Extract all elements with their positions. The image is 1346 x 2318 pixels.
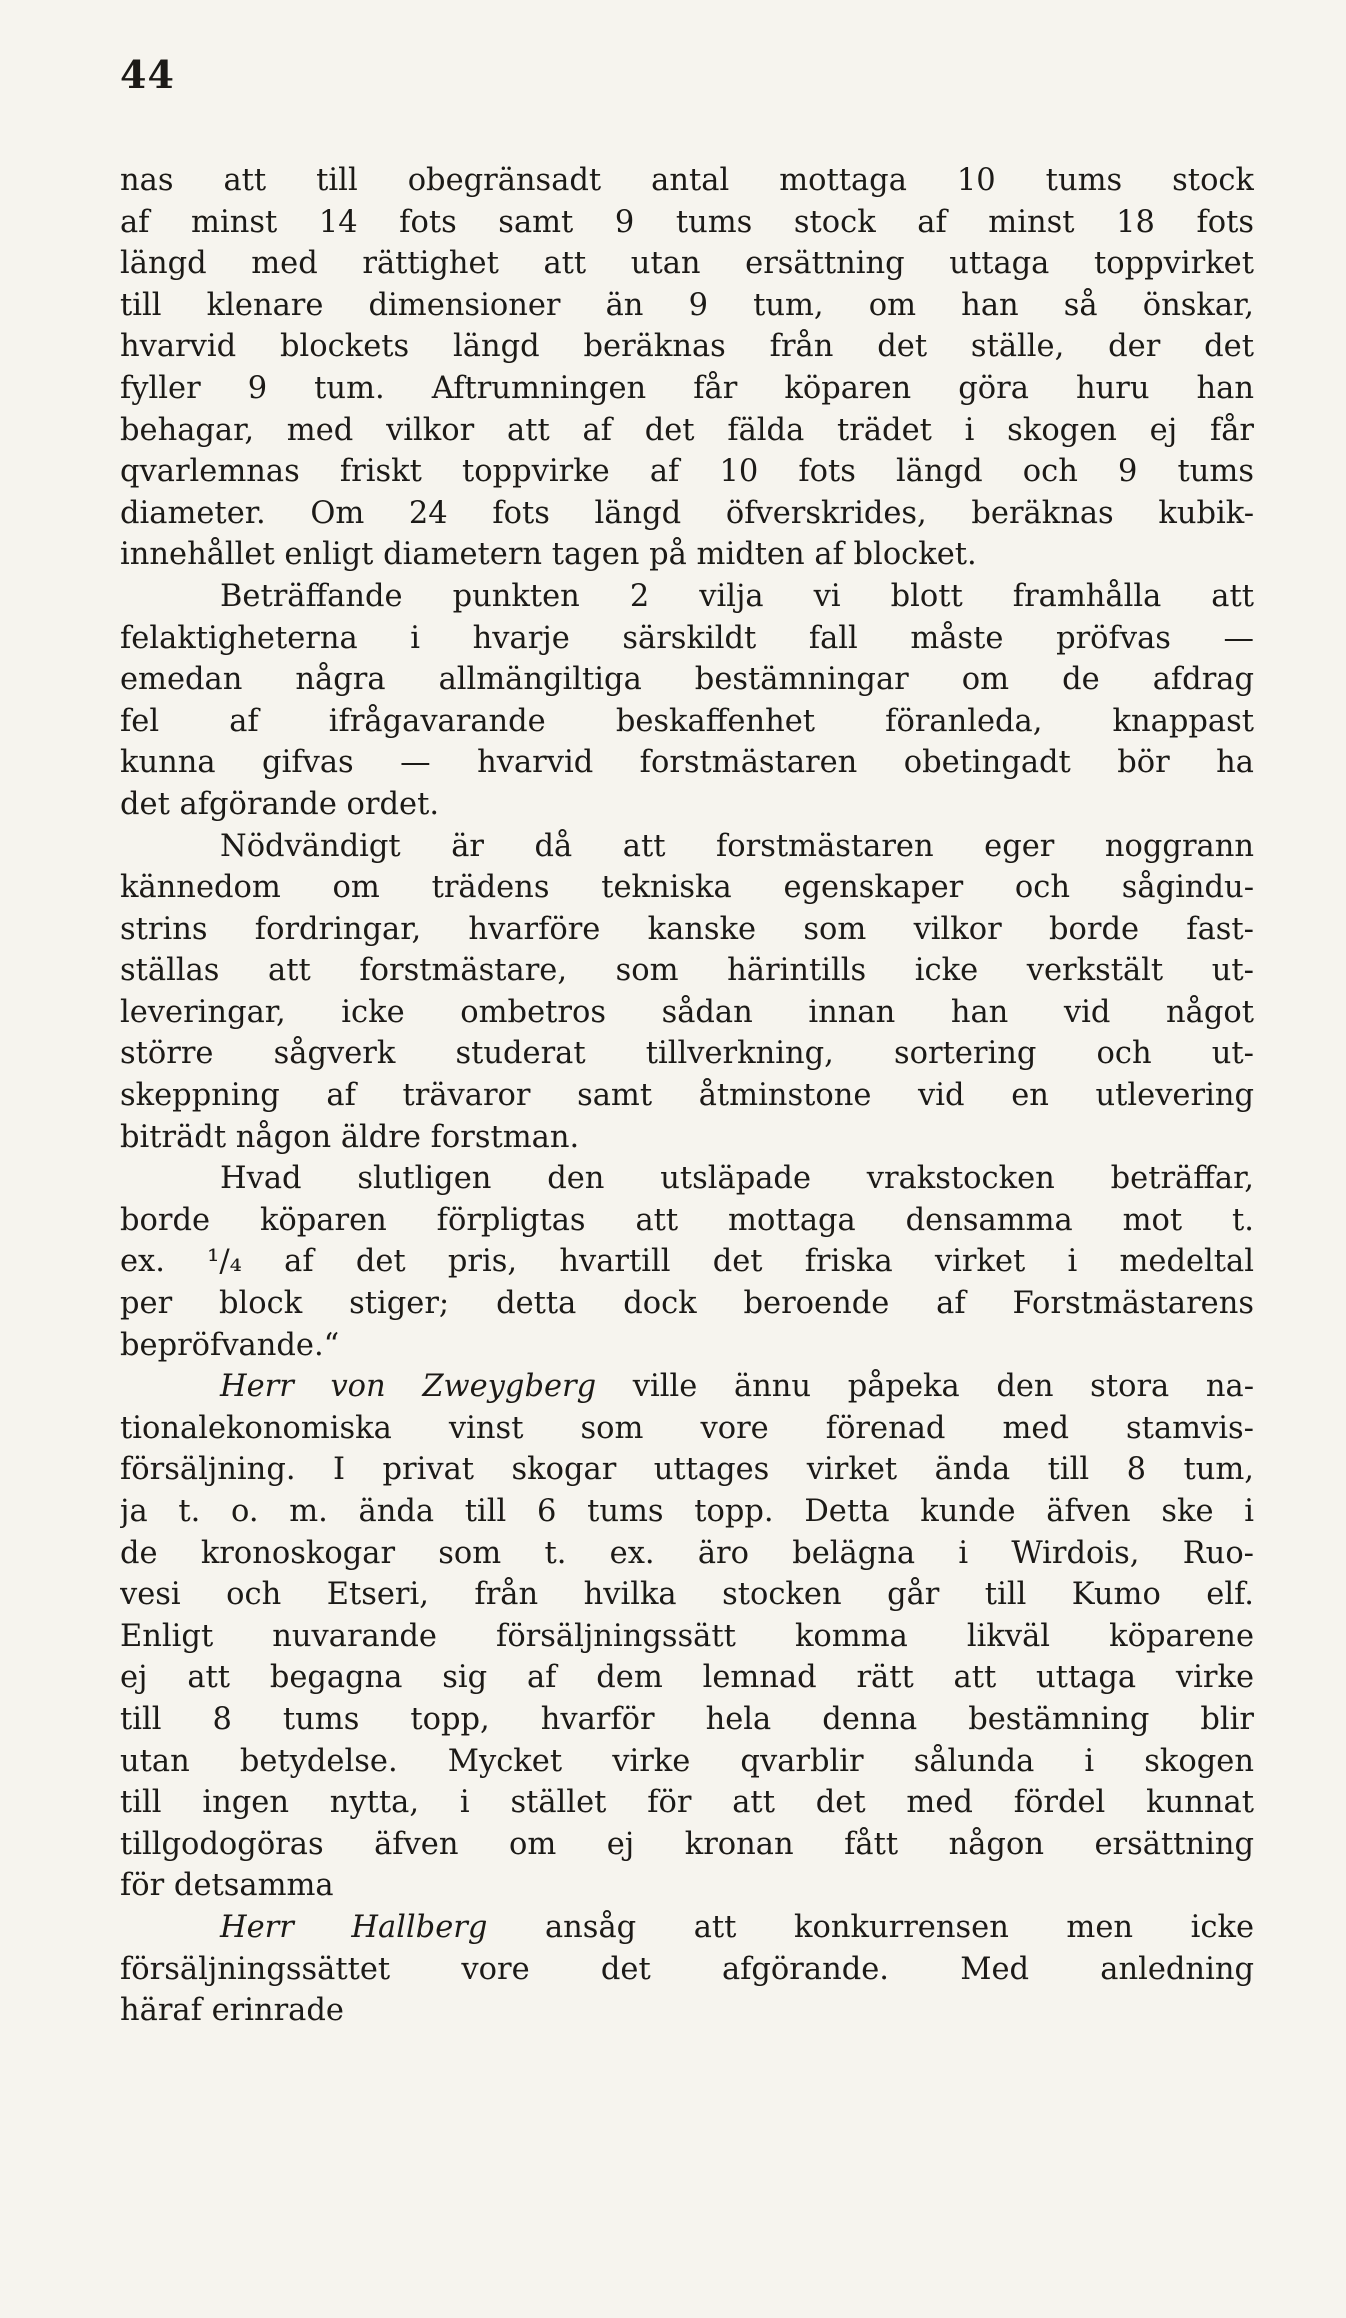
- text-line: felaktigheterna i hvarje särskildt fall måste pröfvas —: [120, 620, 1254, 656]
- text-line: Herr von Zweygberg ville ännu påpeka den stora na-: [220, 1369, 1254, 1405]
- text-line: borde köparen förpligtas att mottaga densamma mot t.: [120, 1202, 1254, 1238]
- text-line: ja t. o. m. ända till 6 tums topp. Detta kunde äfven ske i: [120, 1494, 1254, 1529]
- page-number: 44: [120, 52, 175, 97]
- text-line: tillgodogöras äfven om ej kronan fått någon ersättning: [120, 1826, 1254, 1862]
- text-line: längd med rättighet att utan ersättning uttaga toppvirket: [120, 246, 1254, 282]
- text-line: till 8 tums topp, hvarför hela denna bestämning blir: [120, 1701, 1254, 1737]
- text-line: de kronoskogar som t. ex. äro belägna i Wirdois, Ruo-: [120, 1535, 1254, 1571]
- text-line: ställas att forstmästare, som härintills icke verkstält ut-: [120, 953, 1254, 989]
- text-line: skeppning af trävaror samt åtminstone vid en utlevering: [120, 1078, 1254, 1114]
- text-line: försäljning. I privat skogar uttages virket ända till 8 tum,: [120, 1452, 1254, 1488]
- text-line: leveringar, icke ombetros sådan innan han vid något: [120, 994, 1254, 1030]
- text-line: det afgörande ordet.: [120, 786, 440, 822]
- text-line: strins fordringar, hvarföre kanske som vilkor borde fast-: [120, 911, 1254, 947]
- text-line: utan betydelse. Mycket virke qvarblir sålunda i skogen: [120, 1743, 1254, 1779]
- body-text: [120, 160, 1254, 2032]
- text-line: per block stiger; detta dock beroende af Forstmästarens: [120, 1286, 1254, 1322]
- text-line: kännedom om trädens tekniska egenskaper och sågindu-: [120, 870, 1254, 906]
- text-line: diameter. Om 24 fots längd öfverskrides, beräknas kubik-: [120, 495, 1254, 531]
- text-line: innehållet enligt diametern tagen på midten af blocket.: [120, 537, 977, 573]
- text-line: till ingen nytta, i stället för att det med fördel kunnat: [120, 1785, 1254, 1821]
- text-line: biträdt någon äldre forstman.: [120, 1119, 580, 1155]
- text-line: för detsamma: [120, 1868, 334, 1904]
- text-line: qvarlemnas friskt toppvirke af 10 fots längd och 9 tums: [120, 454, 1254, 490]
- text-line: fel af ifrågavarande beskaffenhet föranleda, knappast: [120, 703, 1254, 739]
- text-line: till klenare dimensioner än 9 tum, om han så önskar,: [120, 287, 1254, 323]
- text-line: Nödvändigt är då att forstmästaren eger noggrann: [220, 828, 1254, 864]
- speaker-name: Herr Hallberg: [220, 1909, 488, 1945]
- text-line: tionalekonomiska vinst som vore förenad med stamvis-: [120, 1410, 1254, 1446]
- text-line: försäljningssättet vore det afgörande. Med anledning: [120, 1951, 1254, 1987]
- speaker-name: Herr von Zweygberg: [220, 1369, 597, 1405]
- text-line: hvarvid blockets längd beräknas från det ställe, der det: [120, 329, 1254, 365]
- text-line: kunna gifvas — hvarvid forstmästaren obetingadt bör ha: [120, 745, 1254, 781]
- text-line: Enligt nuvarande försäljningssätt komma likväl köparene: [120, 1618, 1254, 1654]
- text-line: Beträffande punkten 2 vilja vi blott framhålla att: [220, 578, 1254, 614]
- text-line: emedan några allmängiltiga bestämningar om de afdrag: [120, 662, 1254, 698]
- text-line: ex. ¹/₄ af det pris, hvartill det friska virket i medeltal: [120, 1244, 1254, 1280]
- text-line: vesi och Etseri, från hvilka stocken går till Kumo elf.: [120, 1577, 1254, 1613]
- text-line: behagar, med vilkor att af det fälda trädet i skogen ej får: [120, 412, 1254, 448]
- text-line: Hvad slutligen den utsläpade vrakstocken beträffar,: [220, 1161, 1254, 1197]
- text-line: nas att till obegränsadt antal mottaga 10 tums stock: [120, 163, 1254, 198]
- text-line: fyller 9 tum. Aftrumningen får köparen göra huru han: [120, 370, 1254, 406]
- text-line: häraf erinrade: [120, 1993, 344, 2029]
- text-line: Herr Hallberg ansåg att konkurrensen men icke: [220, 1909, 1254, 1945]
- text-line: större sågverk studerat tillverkning, sortering och ut-: [120, 1036, 1254, 1072]
- text-line: ej att begagna sig af dem lemnad rätt att uttaga virke: [120, 1660, 1254, 1696]
- text-line: bepröfvande.“: [120, 1327, 340, 1363]
- text-line: af minst 14 fots samt 9 tums stock af minst 18 fots: [120, 204, 1254, 240]
